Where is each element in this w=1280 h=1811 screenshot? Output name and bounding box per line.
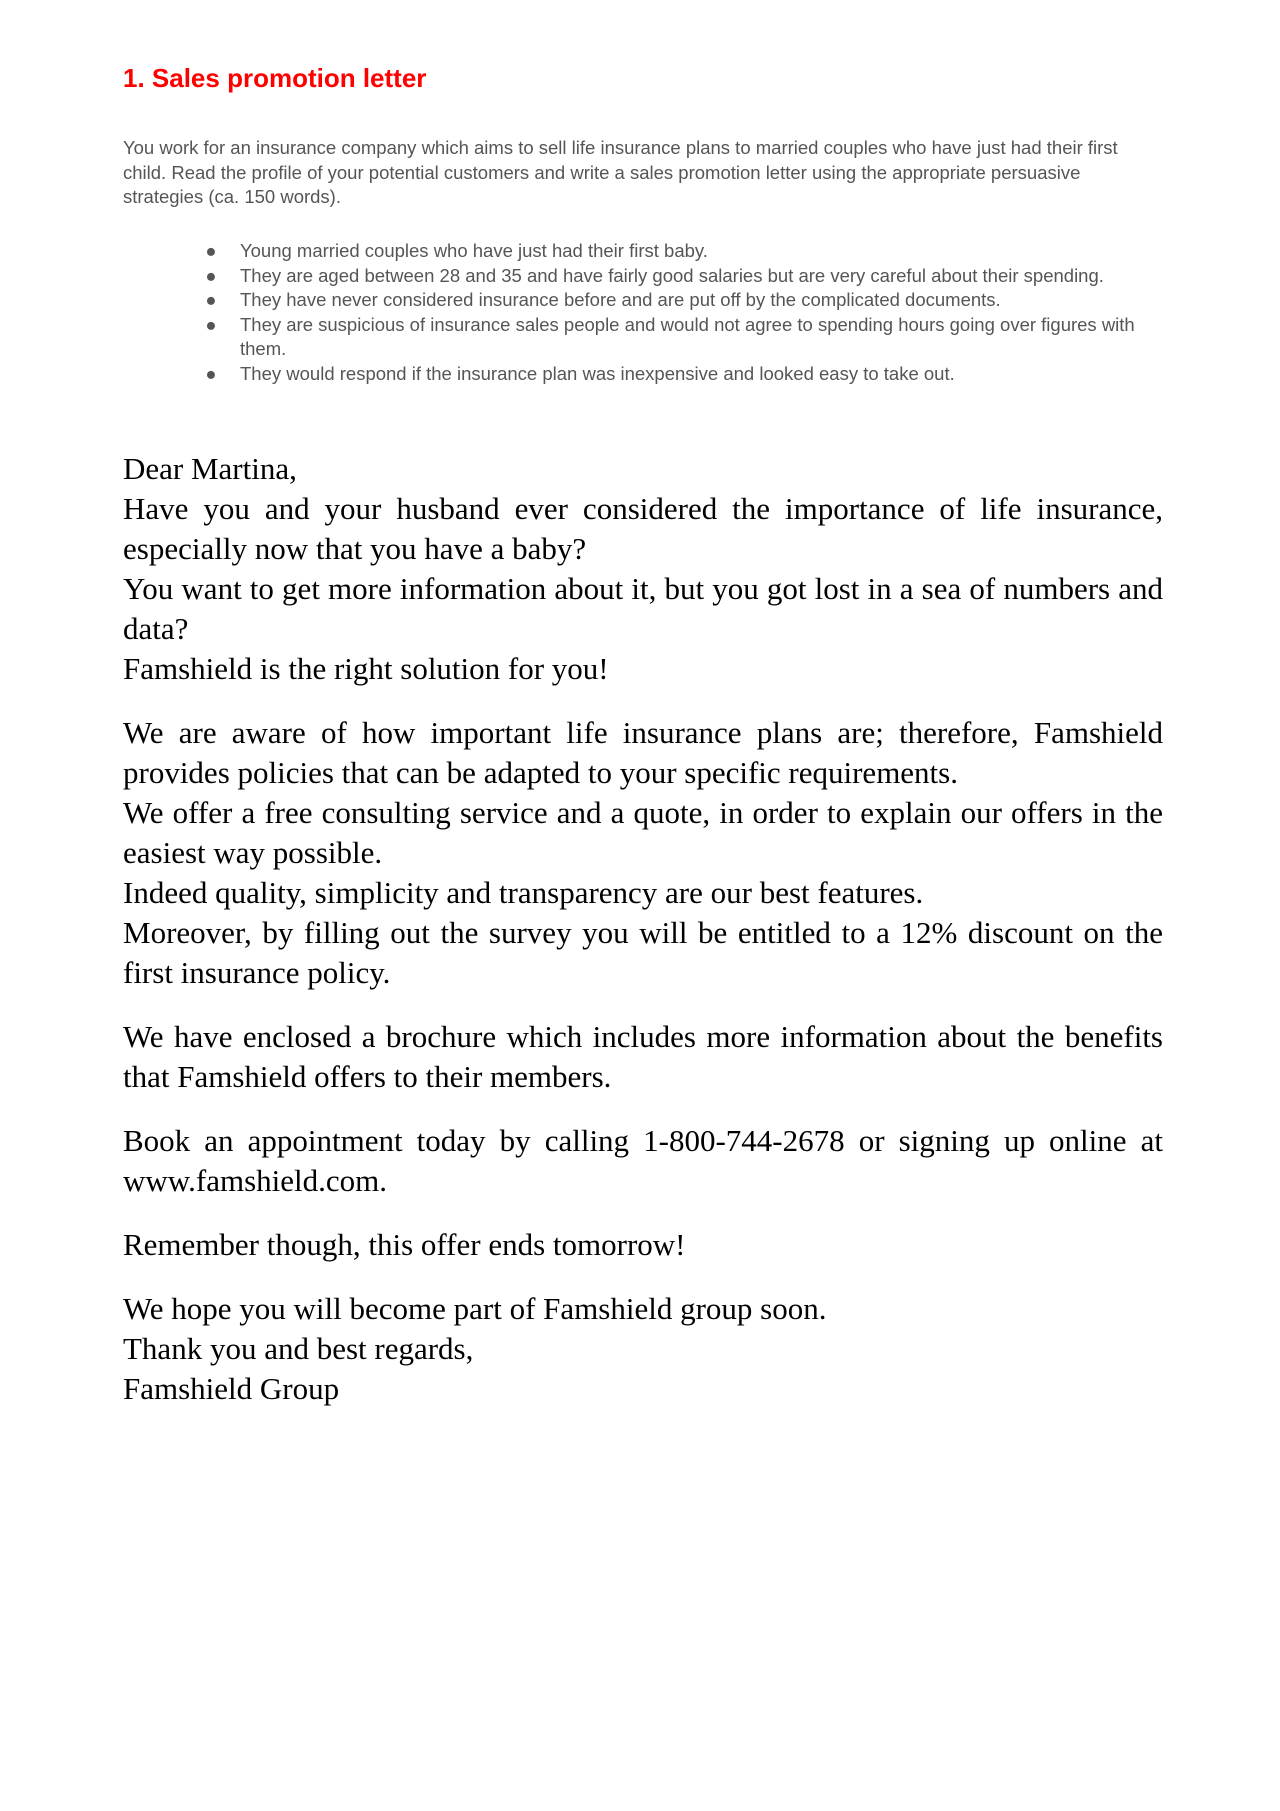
customer-profile-list <box>123 239 1163 386</box>
bullet-icon: ● <box>205 240 217 261</box>
letter-paragraph: We offer a free consulting service and a quote, in order to explain our offers in the easiest way possible. <box>123 795 1163 870</box>
list-item <box>123 264 1163 289</box>
letter-paragraph: Have you and your husband ever considered the importance of life insurance, especially now that you have a baby? <box>123 491 1163 566</box>
exercise-instructions: You work for an insurance company which aims to sell life insurance plans to married couples who have just had their first child. Read the profile of your potential customers and write a sales promotion letter using the appropriate persuasive strategies (ca. 150 words). <box>123 137 1118 207</box>
list-item-text: Young married couples who have just had their first baby. <box>240 240 708 261</box>
list-item-text: They are suspicious of insurance sales people and would not agree to spending hours going over figures with them. <box>240 313 1135 359</box>
letter-paragraph: Moreover, by filling out the survey you will be entitled to a 12% discount on the first insurance policy. <box>123 915 1163 990</box>
letter-paragraph: We have enclosed a brochure which includes more information about the benefits that Famshield offers to their members. <box>123 1019 1163 1094</box>
letter-paragraph: Remember though, this offer ends tomorrow! <box>123 1227 686 1262</box>
letter-closing: Thank you and best regards, <box>123 1331 474 1366</box>
bullet-icon: ● <box>205 264 217 286</box>
list-item <box>123 288 1163 313</box>
list-item <box>123 362 1163 387</box>
list-item-text: They have never considered insurance before and are put off by the complicated documents. <box>240 289 1001 310</box>
exercise-title: 1. Sales promotion letter <box>123 63 427 93</box>
letter-paragraph: We hope you will become part of Famshield group soon. <box>123 1291 827 1326</box>
letter-paragraph: Famshield is the right solution for you! <box>123 651 609 686</box>
letter-paragraph: We are aware of how important life insurance plans are; therefore, Famshield provides policies that can be adapted to your specific requirements. <box>123 715 1163 790</box>
list-item-text: They are aged between 28 and 35 and have fairly good salaries but are very careful about their spending. <box>240 264 1104 286</box>
letter-signature: Famshield Group <box>123 1371 340 1406</box>
letter-paragraph: Book an appointment today by calling 1-800-744-2678 or signing up online at www.famshield.com. <box>123 1123 1163 1198</box>
list-item-text: They would respond if the insurance plan was inexpensive and looked easy to take out. <box>240 362 955 384</box>
list-item <box>123 239 1163 264</box>
sales-letter <box>123 449 1163 1409</box>
letter-paragraph: Indeed quality, simplicity and transparency are our best features. <box>123 875 924 910</box>
letter-salutation: Dear Martina, <box>123 451 297 486</box>
letter-paragraph: You want to get more information about it, but you got lost in a sea of numbers and data? <box>123 571 1163 646</box>
list-item <box>123 313 1163 362</box>
bullet-icon: ● <box>205 289 217 310</box>
bullet-icon: ● <box>205 362 217 384</box>
bullet-icon: ● <box>205 313 217 335</box>
